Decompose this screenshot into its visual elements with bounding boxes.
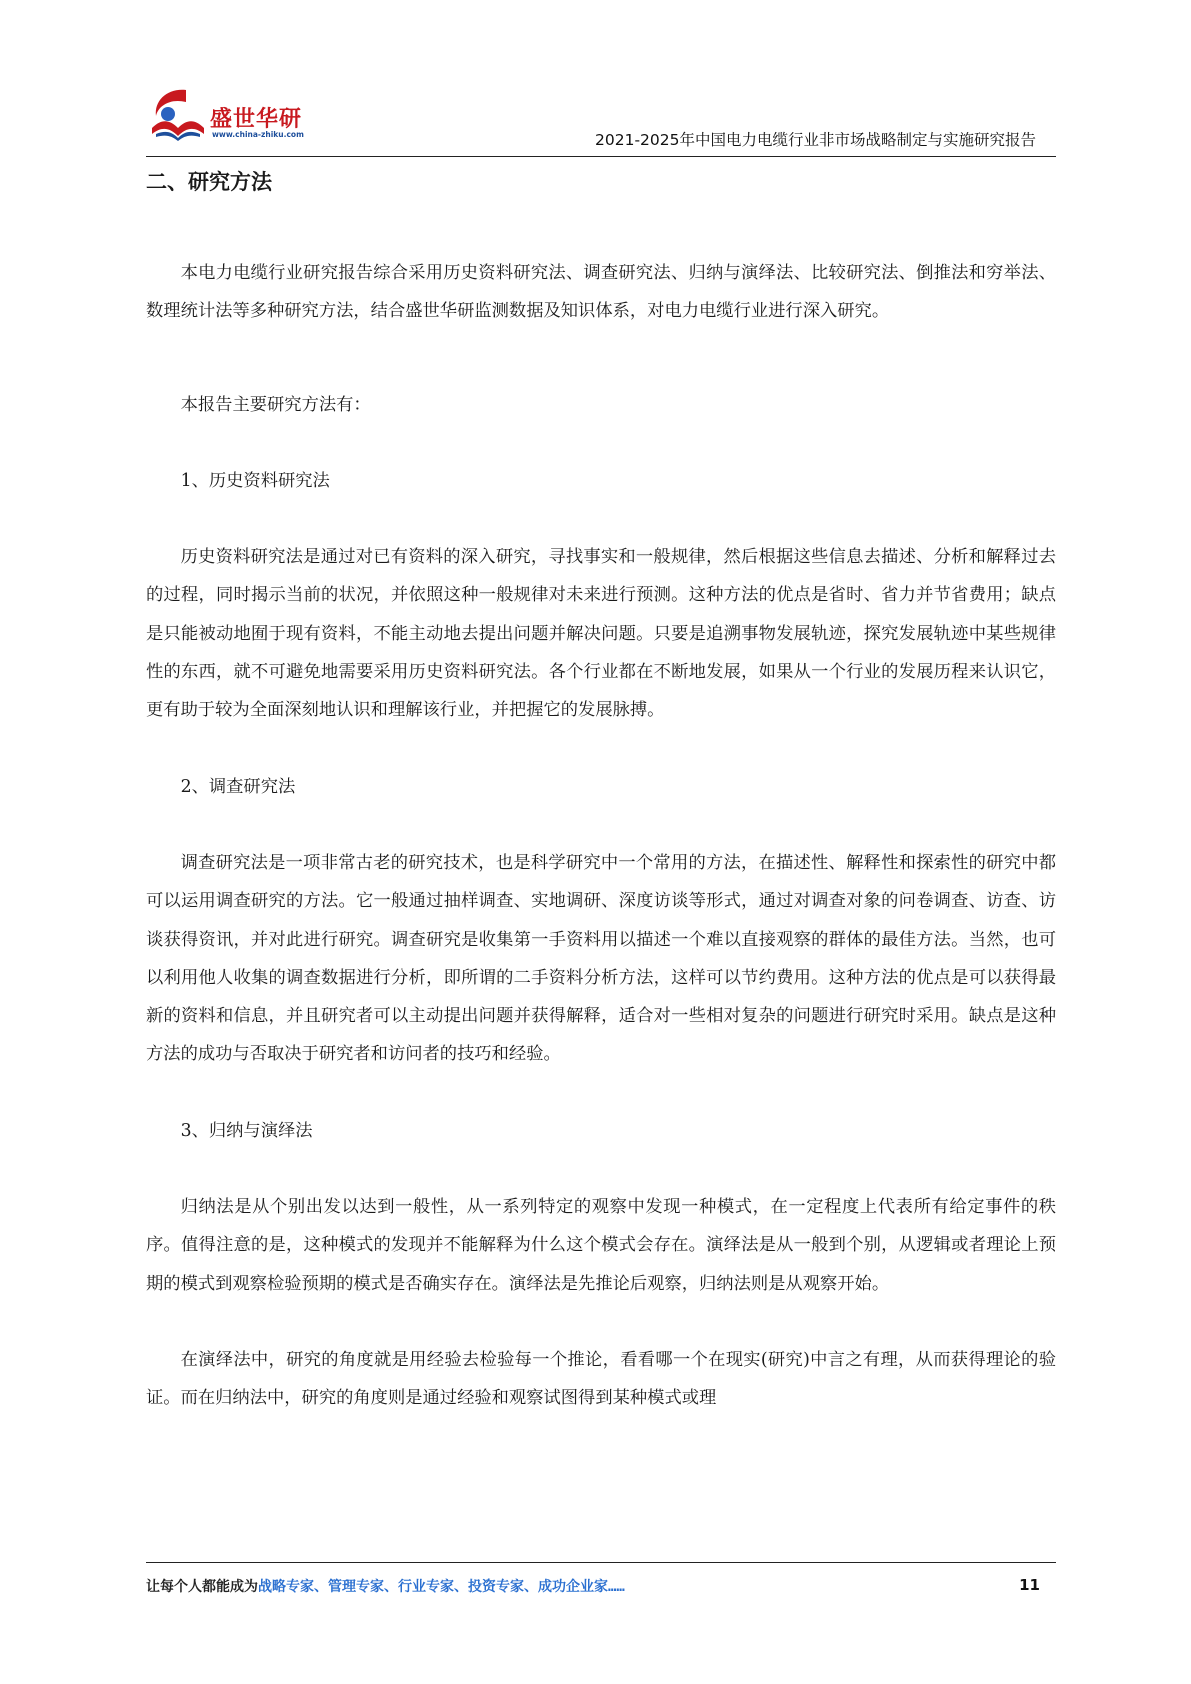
page-footer [146,1576,1056,1600]
method-title: 3、归纳与演绎法 [180,1120,313,1141]
footer-slogan-roles: 战略专家、管理专家、行业专家、投资专家、成功企业家…… [258,1579,625,1595]
page-header [146,78,1056,158]
footer-divider [146,1562,1056,1563]
method-title: 2、调查研究法 [180,776,296,797]
method-paragraph: 归纳法是从个别出发以达到一般性，从一系列特定的观察中发现一种模式，在一定程度上代表所有给定事件的秩序。值得注意的是，这种模式的发现并不能解释为什么这个模式会存在。演绎法是从一般到个别，从逻辑或者理论上预期的模式到观察检验预期的模式是否确实存在。演绎法是先推论后观察，归纳法则是从观察开始。 [146,1197,1056,1294]
method-paragraph: 调查研究法是一项非常古老的研究技术，也是科学研究中一个常用的方法，在描述性、解释性和探索性的研究中都可以运用调查研究的方法。它一般通过抽样调查、实地调研、深度访谈等形式，通过对调查对象的问卷调查、访查、访谈获得资讯，并对此进行研究。调查研究是收集第一手资料用以描述一个难以直接观察的群体的最佳方法。当然，也可以利用他人收集的调查数据进行分析，即所谓的二手资料分析方法，这样可以节约费用。这种方法的优点是可以获得最新的资料和信息，并且研究者可以主动提出问题并获得解释，适合对一些相对复杂的问题进行研究时采用。缺点是这种方法的成功与否取决于研究者和访问者的技巧和经验。 [146,852,1056,1065]
section-heading: 二、研究方法 [146,170,272,194]
logo-text: 盛世华研 [210,107,303,132]
logo-emblem-icon [146,84,210,144]
company-logo [146,78,336,148]
page-number: 11 [1019,1576,1040,1594]
page-content [146,165,1056,1418]
method-title: 1、历史资料研究法 [180,470,330,491]
report-title: 2021-2025年中国电力电缆行业非市场战略制定与实施研究报告 [595,131,1036,149]
intro-paragraph: 本电力电缆行业研究报告综合采用历史资料研究法、调查研究法、归纳与演绎法、比较研究法、倒推法和穷举法、数理统计法等多种研究方法，结合盛世华研监测数据及知识体系，对电力电缆行业进行深入研究。 [146,263,1056,322]
footer-slogan-prefix: 让每个人都能成为 [146,1579,258,1595]
method-paragraph: 历史资料研究法是通过对已有资料的深入研究，寻找事实和一般规律，然后根据这些信息去描述、分析和解释过去的过程，同时揭示当前的状况，并依照这种一般规律对未来进行预测。这种方法的优点是省时、省力并节省费用；缺点是只能被动地囿于现有资料，不能主动地去提出问题并解决问题。只要是追溯事物发展轨迹，探究发展轨迹中某些规律性的东西，就不可避免地需要采用历史资料研究法。各个行业都在不断地发展，如果从一个行业的发展历程来认识它，更有助于较为全面深刻地认识和理解该行业，并把握它的发展脉搏。 [146,547,1056,721]
logo-url: www.china-zhiku.com [212,130,304,139]
methods-lead: 本报告主要研究方法有： [180,394,371,415]
header-divider [146,156,1056,157]
method-paragraph: 在演绎法中，研究的角度就是用经验去检验每一个推论，看看哪一个在现实(研究)中言之有理，从而获得理论的验证。而在归纳法中，研究的角度则是通过经验和观察试图得到某种模式或理 [146,1349,1056,1409]
